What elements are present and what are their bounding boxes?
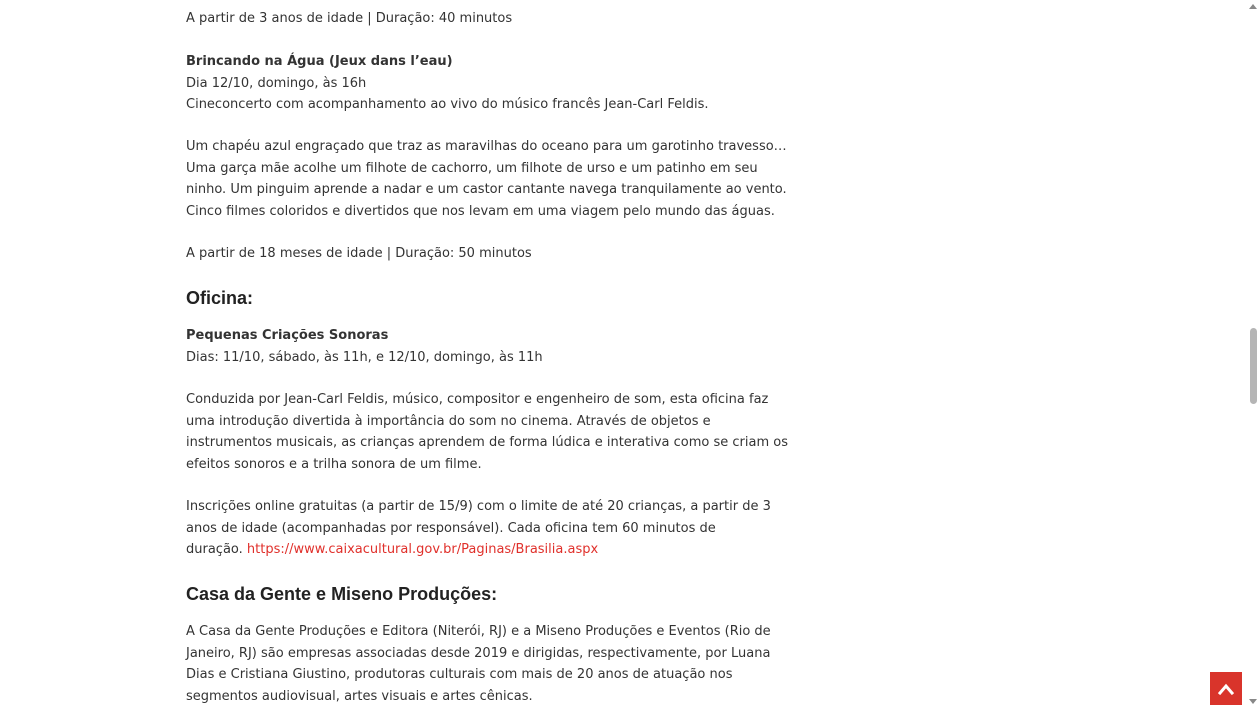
section-heading-oficina: Oficina: [186, 288, 254, 308]
paragraph-line: anos de idade (acompanhadas por responsável). Cada oficina tem 60 minutos de [186, 520, 716, 536]
paragraph-line: Conduzida por Jean-Carl Feldis, músico, compositor e engenheiro de som, esta oficina faz [186, 392, 769, 407]
section-heading-casa-da-gente: Casa da Gente e Miseno Produções: [186, 584, 498, 604]
paragraph-line: Dias e Cristiana Giustino, produtoras culturais com mais de 20 anos de atuação nos [186, 667, 733, 682]
producers-description [186, 621, 771, 707]
paragraph-line: Um chapéu azul engraçado que traz as maravilhas do oceano para um garotinho travesso… [186, 139, 787, 154]
workshop-dates: Dias: 11/10, sábado, às 11h, e 12/10, domingo, às 11h [186, 349, 543, 365]
paragraph-line: segmentos audiovisual, artes visuais e artes cênicas. [186, 688, 533, 704]
scrollbar-thumb[interactable] [1250, 328, 1257, 404]
film-note: Cineconcerto com acompanhamento ao vivo do músico francês Jean-Carl Feldis. [186, 97, 709, 112]
film-title: Brincando na Água (Jeux dans l’eau) [186, 54, 453, 69]
paragraph-line: ninho. Um pinguim aprende a nadar e um castor cantante navega tranquilamente ao vento. [186, 182, 787, 197]
film-entry [186, 51, 709, 116]
caixa-cultural-link[interactable]: https://www.caixacultural.gov.br/Paginas/Brasilia.aspx [246, 542, 599, 557]
paragraph-line [186, 539, 771, 561]
chevron-up-icon [1218, 683, 1234, 695]
film-description [186, 136, 787, 222]
paragraph-line: Janeiro, RJ) são empresas associadas desde 2019 e dirigidas, respectivamente, por Luana [186, 645, 771, 661]
workshop-entry [186, 325, 543, 368]
back-to-top-button[interactable] [1210, 672, 1242, 705]
paragraph-line: Cinco filmes coloridos e divertidos que nos levam em uma viagem pelo mundo das águas. [186, 203, 775, 219]
paragraph-line: uma introdução divertida à importância do som no cinema. Através de objetos e [186, 413, 711, 429]
paragraph-line: A Casa da Gente Produções e Editora (Niterói, RJ) e a Miseno Produções e Eventos (Rio de [186, 624, 771, 639]
registration-prefix: duração. [186, 542, 247, 557]
workshop-description [186, 389, 788, 475]
workshop-title: Pequenas Criações Sonoras [186, 328, 389, 343]
vertical-scrollbar[interactable] [1247, 0, 1259, 708]
paragraph-line: Uma garça mãe acolhe um filhote de cachorro, um filhote de urso e um patinho em seu [186, 160, 758, 176]
workshop-registration [186, 496, 771, 561]
scroll-down-arrow-icon[interactable] [1249, 699, 1257, 704]
paragraph-line: instrumentos musicais, as crianças aprendem de forma lúdica e interativa como se criam os [186, 435, 788, 450]
age-duration-text: A partir de 3 anos de idade | Duração: 40 minutos [186, 11, 513, 26]
film-age-duration: A partir de 18 meses de idade | Duração: 50 minutos [186, 246, 532, 261]
scroll-up-arrow-icon[interactable] [1249, 4, 1257, 9]
film-date: Dia 12/10, domingo, às 16h [186, 75, 367, 91]
paragraph-line: Inscrições online gratuitas (a partir de 15/9) com o limite de até 20 crianças, a partir de 3 [186, 499, 771, 514]
paragraph-line: efeitos sonoros e a trilha sonora de um filme. [186, 456, 482, 472]
